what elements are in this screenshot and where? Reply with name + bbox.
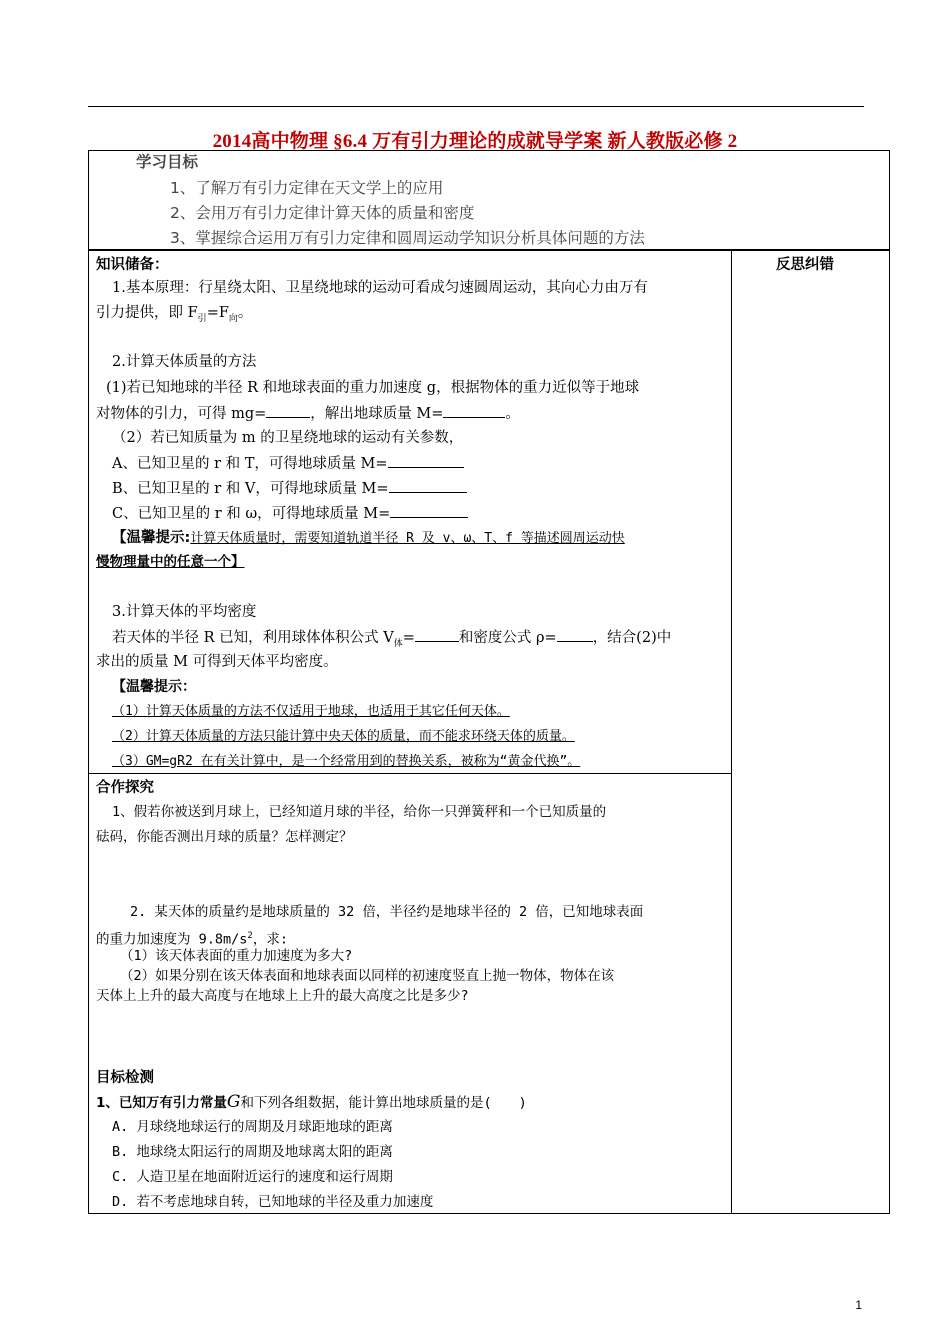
test-option-D: D. 若不考虑地球自转，已知地球的半径及重力加速度 — [112, 1194, 434, 1210]
option-A-rT: A、已知卫星的 r 和 T，可得地球质量 M= — [112, 453, 464, 474]
test-heading: 目标检测 — [96, 1070, 154, 1086]
test-option-C: C. 人造卫星在地面附近运行的速度和运行周期 — [112, 1169, 393, 1185]
mass-method-2-intro: （2）若已知质量为 m 的卫星绕地球的运动有关参数， — [112, 430, 464, 446]
reflect-heading: 反思纠错 — [776, 257, 834, 273]
option-B-rV: B、已知卫星的 r 和 V，可得地球质量 M= — [112, 478, 467, 499]
density-line-1: 若天体的半径 R 已知，利用球体体积公式 $V_体=$ 和密度公式 ρ= ，结合(2)中 — [112, 627, 671, 654]
page-number: 1 — [855, 1298, 862, 1312]
tip-1-line-2: 慢物理量中的任意一个】 — [96, 554, 245, 570]
coop-q2-line-1: 2. 某天体的质量约是地球质量的 32 倍，半径约是地球半径的 2 倍，已知地球表面 — [130, 904, 644, 920]
tip-2-item-1: （1）计算天体质量的方法不仅适用于地球，也适用于其它任何天体。 — [112, 704, 510, 719]
tip-2-heading: 【温馨提示： — [112, 679, 196, 695]
density-heading: 3.计算天体的平均密度 — [112, 604, 257, 620]
goal-item-3: 3、掌握综合运用万有引力定律和圆周运动学知识分析具体问题的方法 — [170, 229, 645, 247]
section-divider — [88, 773, 732, 774]
test-option-A: A. 月球绕地球运行的周期及月球距地球的距离 — [112, 1119, 393, 1135]
density-line-2: 求出的质量 M 可得到天体平均密度。 — [96, 654, 338, 670]
principle-line-1: 1.基本原理：行星绕太阳、卫星绕地球的运动可看成匀速圆周运动，其向心力由万有 — [112, 280, 648, 296]
mass-method-heading: 2.计算天体质量的方法 — [112, 354, 257, 370]
tip-1-line-1: 【温馨提示:计算天体质量时，需要知道轨道半径 R 及 v、ω、T、f 等描述圆周运动快 — [112, 530, 625, 546]
goal-item-2: 2、会用万有引力定律计算天体的质量和密度 — [170, 204, 475, 222]
goal-item-1: 1、了解万有引力定律在天文学上的应用 — [170, 179, 444, 197]
coop-q2-sub-2-line-2: 天体上上升的最大高度与在地球上上升的最大高度之比是多少? — [96, 988, 469, 1004]
mass-method-1-line-1: (1)若已知地球的半径 R 和地球表面的重力加速度 g，根据物体的重力近似等于地球 — [106, 380, 640, 396]
principle-line-2: 引力提供，即 $F_引=F_向$。 — [96, 305, 253, 324]
coop-q1-line-2: 砝码，你能否测出月球的质量？怎样测定？ — [96, 829, 353, 845]
knowledge-heading: 知识储备： — [96, 257, 169, 273]
tip-2-item-2: （2）计算天体质量的方法只能计算中央天体的质量，而不能求环绕天体的质量。 — [112, 729, 575, 744]
mass-method-1-line-2: 对物体的引力，可得 mg= ，解出地球质量 M= 。 — [96, 403, 520, 424]
document-title: 2014高中物理 §6.4 万有引力理论的成就导学案 新人教版必修 2 — [212, 131, 738, 152]
coop-heading: 合作探究 — [96, 780, 154, 796]
coop-q1-line-1: 1、假若你被送到月球上，已经知道月球的半径，给你一只弹簧秤和一个已知质量的 — [112, 804, 607, 820]
option-C-romega: C、已知卫星的 r 和 ω，可得地球质量 M= — [112, 503, 468, 524]
coop-q2-line-2: 的重力加速度为 $9.8m/s^2$，求: — [96, 931, 288, 948]
test-q1: 1、已知万有引力常量G和下列各组数据，能计算出地球质量的是( ) — [96, 1092, 527, 1112]
header-rule — [88, 106, 864, 107]
goals-heading: 学习目标 — [136, 153, 199, 171]
test-option-B: B. 地球绕太阳运行的周期及地球离太阳的距离 — [112, 1144, 393, 1160]
coop-q2-sub-2-line-1: （2）如果分别在该天体表面和地球表面以同样的初速度竖直上抛一物体，物体在该 — [120, 968, 615, 984]
tip-2-item-3: （3）GM=gR2 在有关计算中，是一个经常用到的替换关系，被称为“黄金代换”。 — [112, 754, 581, 769]
coop-q2-sub-1: （1）该天体表面的重力加速度为多大? — [120, 948, 353, 964]
reflection-cell — [731, 250, 890, 1214]
